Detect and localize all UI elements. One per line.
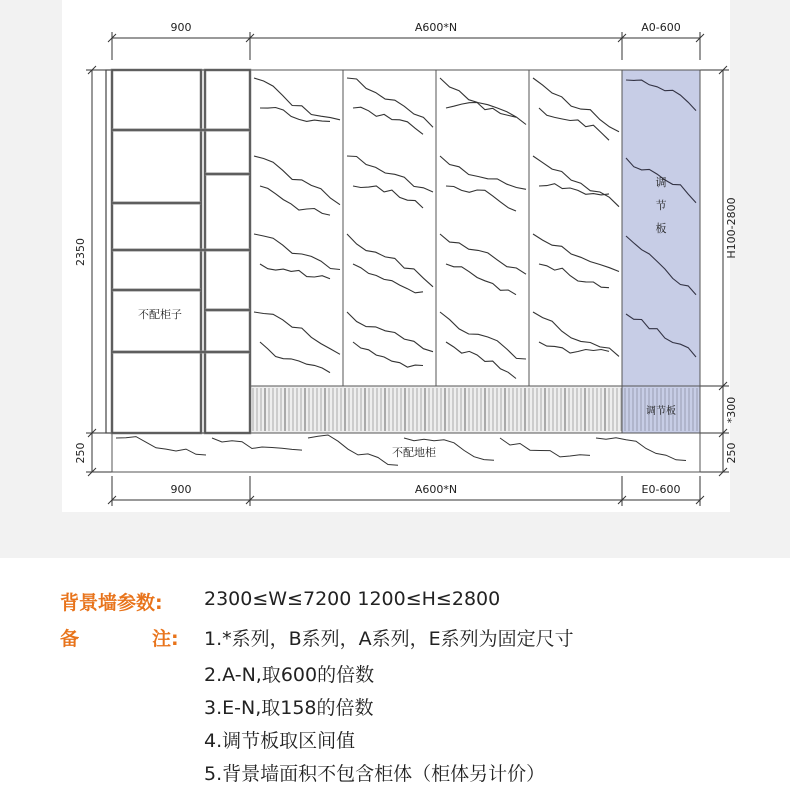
remark-row-5 (60, 759, 780, 792)
tall-cabinet (106, 70, 250, 433)
remark-label-char-1: 备 (60, 628, 80, 650)
right-dim-label-upper: H100-2800 (725, 197, 738, 259)
remark-row-4 (60, 726, 780, 759)
remark-item-3: 3.E-N,取158的倍数 (204, 697, 374, 719)
top-dim-label-2: A600*N (414, 21, 458, 34)
remark-item-4: 4.调节板取区间值 (204, 730, 356, 752)
remark-item-2: 2.A-N,取600的倍数 (204, 664, 375, 686)
floor-cabinet-label: 不配地柜 (392, 446, 436, 459)
remark-row-3 (60, 693, 780, 726)
remark-label-char-2: 注: (152, 628, 179, 650)
remark-item-1: 1.*系列，B系列，A系列，E系列为固定尺寸 (204, 628, 574, 650)
cabinet-label: 不配柜子 (138, 308, 182, 321)
bottom-dim-label-1: 900 (170, 483, 192, 496)
left-dim-label-upper: 2350 (74, 238, 87, 266)
params-label: 背景墙参数: (60, 592, 163, 614)
wood-strip-band (250, 386, 622, 433)
notes-section (60, 588, 780, 792)
adjust-panel-label-char-2: 节 (655, 199, 667, 212)
left-dim-label-lower: 250 (74, 442, 87, 464)
params-row (60, 588, 780, 624)
top-dim-label-3: A0-600 (641, 21, 681, 34)
right-dim-label-lower: 250 (725, 442, 738, 464)
adjust-panel-label-char-1: 调 (655, 176, 667, 189)
bottom-dim-label-3: E0-600 (641, 483, 681, 496)
adjust-panel-small-label: 调节板 (646, 406, 676, 417)
marble-wall-panels (250, 70, 622, 386)
remark-row-1 (60, 624, 780, 660)
right-dim-label-middle: *300 (725, 396, 738, 424)
bottom-dim-label-2: A600*N (414, 483, 458, 496)
remark-row-2 (60, 660, 780, 693)
params-value: 2300≤W≤7200 1200≤H≤2800 (204, 588, 501, 610)
adjust-panel-label-char-3: 板 (655, 222, 667, 235)
remark-item-5: 5.背景墙面积不包含柜体（柜体另计价） (204, 763, 546, 785)
top-dim-label-1: 900 (170, 21, 192, 34)
